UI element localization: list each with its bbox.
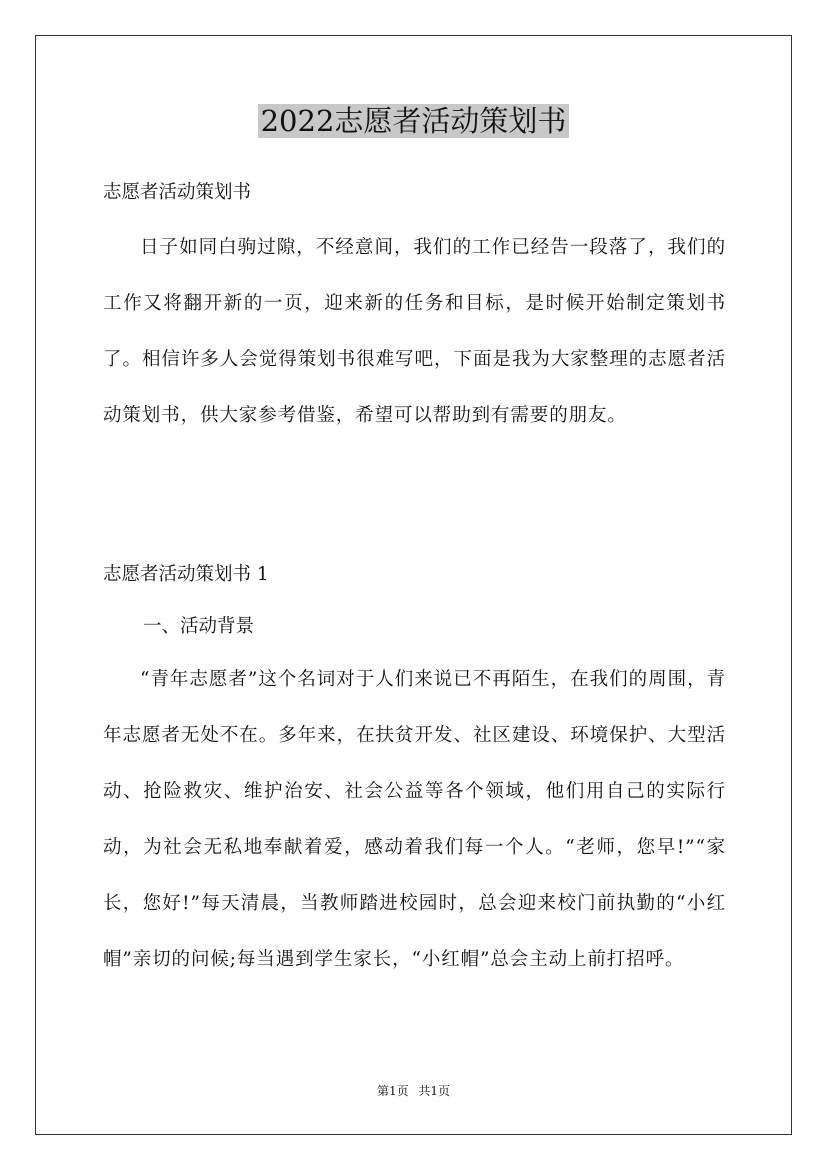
intro-paragraph: 日子如同白驹过隙，不经意间，我们的工作已经告一段落了，我们的工作又将翻开新的一页，迎来新的任务和目标，是时候开始制定策划书了。相信许多人会觉得策划书很难写吧，下面是我为大家整理的志愿者活动策划书，供大家参考借鉴，希望可以帮助到有需要的朋友。 [103,237,726,426]
document-subtitle: 志愿者活动策划书 [103,182,252,203]
section-heading: 一、活动背景 [143,616,255,637]
page-number: 第1页 [376,1084,409,1098]
section-paragraph: “青年志愿者”这个名词对于人们来说已不再陌生，在我们的周围，青年志愿者无处不在。多年来，在扶贫开发、社区建设、环境保护、大型活动、抢险救灾、维护治安、社会公益等各个领域，他们用自己的实际行动，为社会无私地奉献着爱，感动着我们每一个人。“老师，您早!”“家长，您好!”每天清晨，当教师踏进校园时，总会迎来校门前执勤的“小红帽”亲切的问候;每当遇到学生家长，“小红帽”总会主动上前打招呼。 [103,669,726,970]
page-total: 共1页 [418,1084,451,1098]
document-title [0,101,827,141]
section-title: 志愿者活动策划书 1 [103,564,269,585]
document-title-text: 2022志愿者活动策划书 [258,104,570,138]
page-footer [0,1083,827,1099]
